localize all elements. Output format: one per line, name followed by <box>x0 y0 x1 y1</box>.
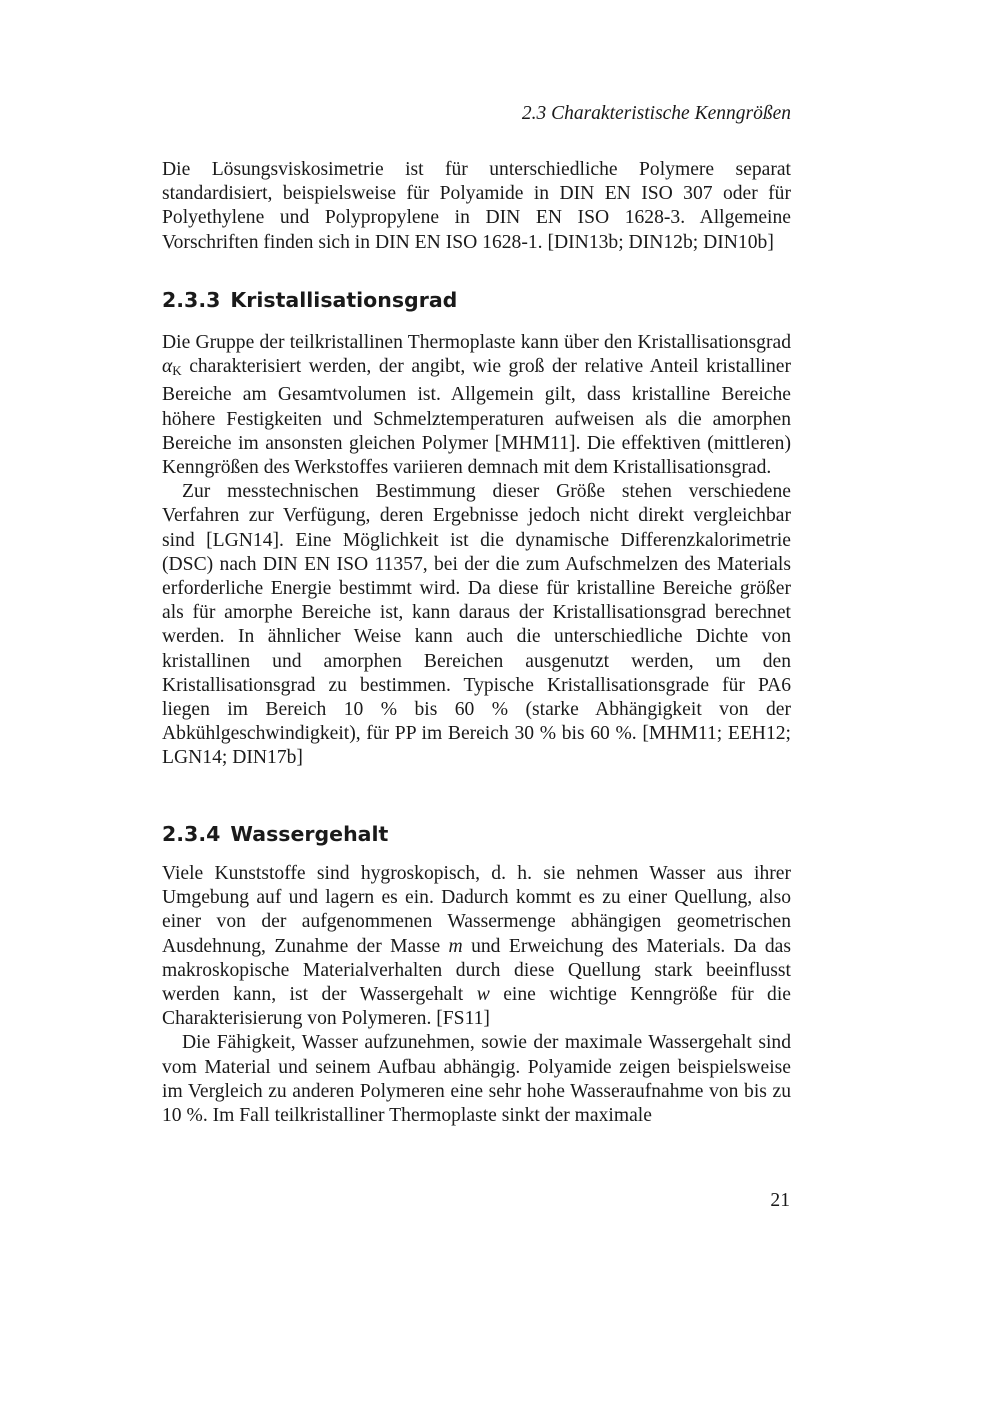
text-run: Die Gruppe der teilkristallinen Thermoplaste kann über den Kristallisationsgrad <box>162 332 791 353</box>
text-run: Viele Kunststoffe sind hygroskopisch, d. h. sie nehmen Wasser aus ihrer Umgebung auf und lagern es ein. Dadurch kommt es zu einer Quellung, also einer von der aufgenommenen Wassermenge abhängigen geometrischen Ausdehnung, Zunahme der Masse <box>162 863 791 957</box>
water-content-variable: w <box>476 984 490 1006</box>
section-body-kristallisationsgrad <box>162 331 791 771</box>
section-title: Kristallisationsgrad <box>230 288 458 312</box>
section-heading-kristallisationsgrad <box>162 286 457 314</box>
text-run: und Erweichung des Materials. Da das makroskopische Materialverhalten durch diese Quellung stark beeinflusst werden kann, ist der Wassergehalt <box>162 935 791 1006</box>
section-heading-wassergehalt <box>162 820 388 848</box>
paragraph-kristallisationsgrad-definition <box>162 331 791 480</box>
section-title: Wassergehalt <box>230 822 389 846</box>
paragraph-wasseraufnahme: Die Fähigkeit, Wasser aufzunehmen, sowie der maximale Wassergehalt sind vom Material und seinem Aufbau abhängig. Polyamide zeigen beispielsweise im Vergleich zu anderen Polymeren eine sehr hohe Wasseraufnahme von bis zu 10 %. Im Fall teilkristalliner Thermoplaste sinkt der maximale <box>162 1032 791 1127</box>
paragraph-hygroskopie <box>162 862 791 1031</box>
text-run: eine wichtige Kenngröße für die Charakterisierung von Polymeren. [FS11] <box>162 984 791 1030</box>
alpha-k-symbol: $\alpha_K$ <box>162 356 182 379</box>
page-number: 21 <box>770 1190 790 1211</box>
intro-paragraph-block <box>162 158 791 255</box>
paragraph-messtechnik: Zur messtechnischen Bestimmung dieser Größe stehen verschiedene Verfahren zur Verfügung, deren Ergebnisse jedoch nicht direkt vergleichbar sind [LGN14]. Eine Möglichkeit ist die dynamische Differenzkalorimetrie (DSC) nach DIN EN ISO 11357, bei der die zum Aufschmelzen des Materials erforderliche Energie bestimmt wird. Da diese für kristalline Bereiche größer als für amorphe Bereiche ist, kann daraus der Kristallisationsgrad berechnet werden. In ähnlicher Weise kann auch die unterschiedliche Dichte von kristallinen und amorphen Bereichen ausgenutzt werden, um den Kristallisationsgrad zu bestimmen. Typische Kristallisationsgrade für PA6 liegen im Bereich 10 % bis 60 % (starke Abhängigkeit von der Abkühlgeschwindigkeit), für PP im Bereich 30 % bis 60 %. [MHM11; EEH12; LGN14; DIN17b] <box>162 481 791 769</box>
section-body-wassergehalt <box>162 862 791 1128</box>
text-run: charakterisiert werden, der angibt, wie groß der relative Anteil kristalliner Bereiche am Gesamtvolumen ist. Allgemein gilt, dass kristalline Bereiche höhere Festigkeiten und Schmelztemperaturen aufweisen als die amorphen Bereiche im ansonsten gleichen Polymer [MHM11]. Die effektiven (mittleren) Kenngrößen des Werkstoffes variieren demnach mit dem Kristallisationsgrad. <box>162 356 791 479</box>
intro-paragraph: Die Lösungsviskosimetrie ist für unterschiedliche Polymere separat standardisiert, beispielsweise für Polyamide in DIN EN ISO 307 oder für Polyethylene und Polypropylene in DIN EN ISO 1628-3. Allgemeine Vorschriften finden sich in DIN EN ISO 1628-1. [DIN13b; DIN12b; DIN10b] <box>162 159 791 253</box>
section-number: 2.3.4 <box>162 822 221 846</box>
mass-variable: m <box>448 935 463 957</box>
section-number: 2.3.3 <box>162 288 221 312</box>
running-header: 2.3 Charakteristische Kenngrößen <box>521 103 791 124</box>
